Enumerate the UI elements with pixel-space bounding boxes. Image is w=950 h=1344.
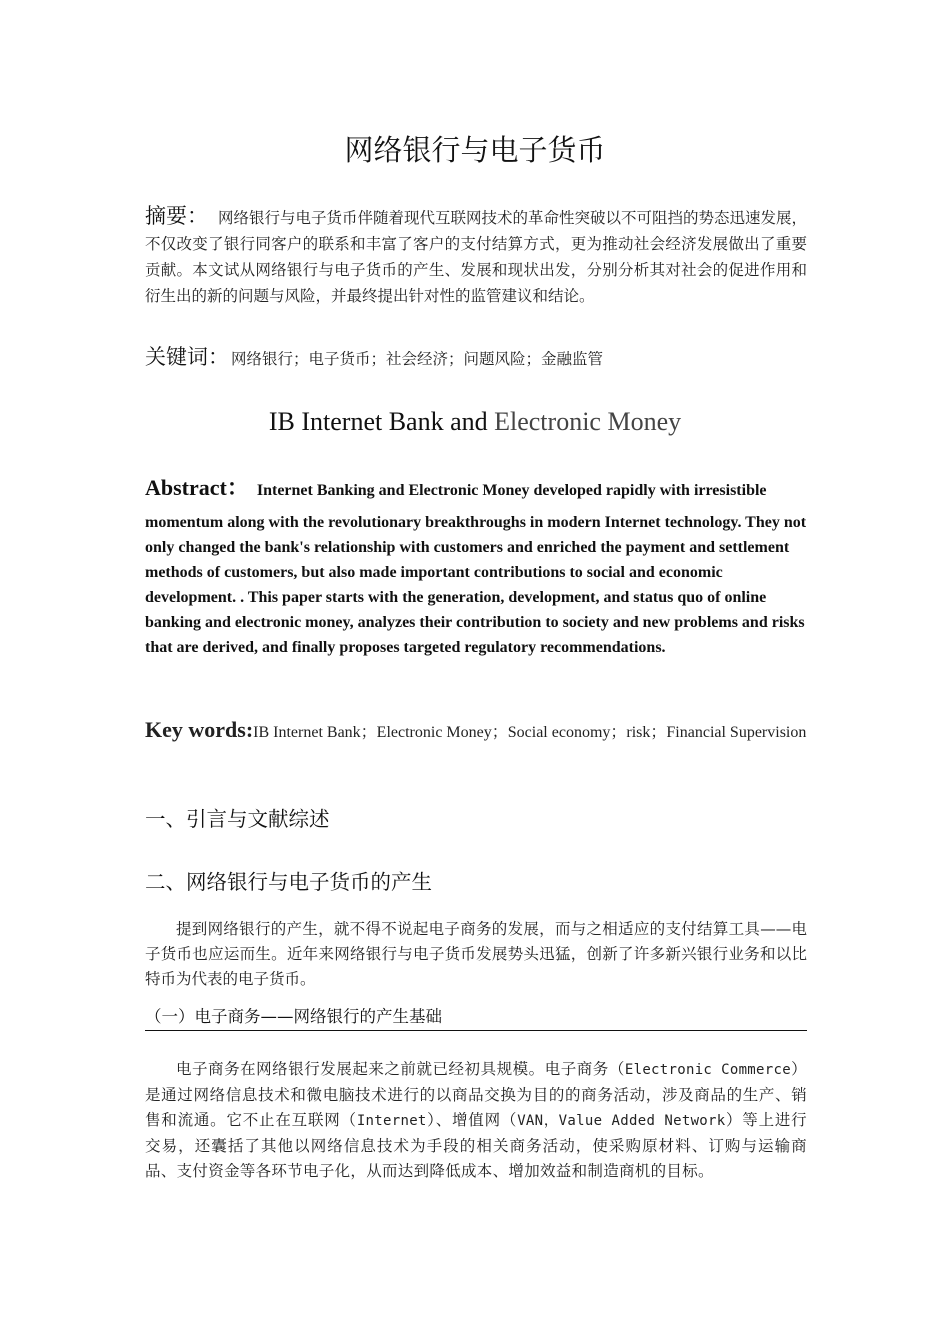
keywords-en-text: IB Internet Bank；Electronic Money；Social economy；risk；Financial Supervision bbox=[253, 724, 807, 741]
english-title bbox=[0, 402, 950, 442]
abstract-cn-label: 摘要： bbox=[145, 204, 208, 228]
para-seg-g: ）等上进行交易，还囊括了其他以网络信息技术为手段的相关商务活动，使采购原材料、订购与运输商品、支付资金等各环节电子化，从而达到降低成本、增加效益和制造商机的目标。 bbox=[145, 1111, 807, 1180]
keywords-en-label: Key words: bbox=[145, 717, 254, 742]
section-heading-2: 二、网络银行与电子货币的产生 bbox=[145, 870, 432, 894]
abstract-cn-text: 网络银行与电子货币伴随着现代互联网技术的革命性突破以不可阻挡的势态迅速发展，不仅改变了银行同客户的联系和丰富了客户的支付结算方式，更为推动社会经济发展做出了重要贡献。本文试从网络银行与电子货币的产生、发展和现状出发，分别分析其对社会的促进作用和衍生出的新的问题与风险，并最终提出针对性的监管建议和结论。 bbox=[145, 209, 808, 305]
para-seg-a: 电子商务在网络银行发展起来之前就已经初具规模。电子商务（ bbox=[176, 1060, 625, 1078]
para-seg-e: ）、增值网（ bbox=[426, 1111, 518, 1129]
subsection-2-1-paragraph bbox=[145, 1057, 807, 1184]
para-seg-c: ）是通过网络信息技术和微电脑技术进行的以商品交换为目的的商务活动，涉及商品的生产、销售和流通。它不止在互联网（ bbox=[145, 1060, 807, 1129]
section-heading-1: 一、引言与文献综述 bbox=[145, 807, 330, 831]
para-seg-b: Electronic Commerce bbox=[624, 1062, 791, 1078]
english-title-part2: Electronic Money bbox=[494, 407, 682, 436]
abstract-cn bbox=[145, 203, 807, 309]
para-seg-d: Internet bbox=[356, 1113, 427, 1129]
abstract-en-label: Abstract： bbox=[145, 475, 249, 500]
english-title-part1: IB Internet Bank and bbox=[268, 407, 495, 436]
section-2-paragraph: 提到网络银行的产生，就不得不说起电子商务的发展，而与之相适应的支付结算工具——电子货币也应运而生。近年来网络银行与电子货币发展势头迅猛，创新了许多新兴银行业务和以比特币为代表的电子货币。 bbox=[145, 920, 807, 988]
abstract-en bbox=[145, 472, 807, 660]
abstract-en-first-line: Internet Banking and Electronic Money developed rapidly with irresistible bbox=[256, 482, 767, 499]
keywords-cn bbox=[145, 344, 807, 372]
keywords-cn-text: 网络银行；电子货币；社会经济；问题风险；金融监管 bbox=[231, 350, 604, 368]
para-seg-f: VAN，Value Added Network bbox=[517, 1113, 726, 1129]
abstract-en-text: momentum along with the revolutionary breakthroughs in modern Internet technology. They not only changed the bank's relationship with customers and enriched the payment and settlement methods of customers, but also made important contributions to social and economic development. . This paper starts with the generation, development, and status quo of online banking and electronic money, analyzes their contribution to society and new problems and risks that are derived, and finally proposes targeted regulatory recommendations. bbox=[145, 514, 807, 656]
keywords-en bbox=[145, 712, 807, 751]
keywords-cn-label: 关键词： bbox=[145, 345, 229, 369]
subsection-heading-2-1: （一）电子商务——网络银行的产生基础 bbox=[145, 1005, 807, 1031]
page-title: 网络银行与电子货币 bbox=[344, 133, 606, 167]
abstract-en-first-line-wrap bbox=[145, 472, 807, 504]
